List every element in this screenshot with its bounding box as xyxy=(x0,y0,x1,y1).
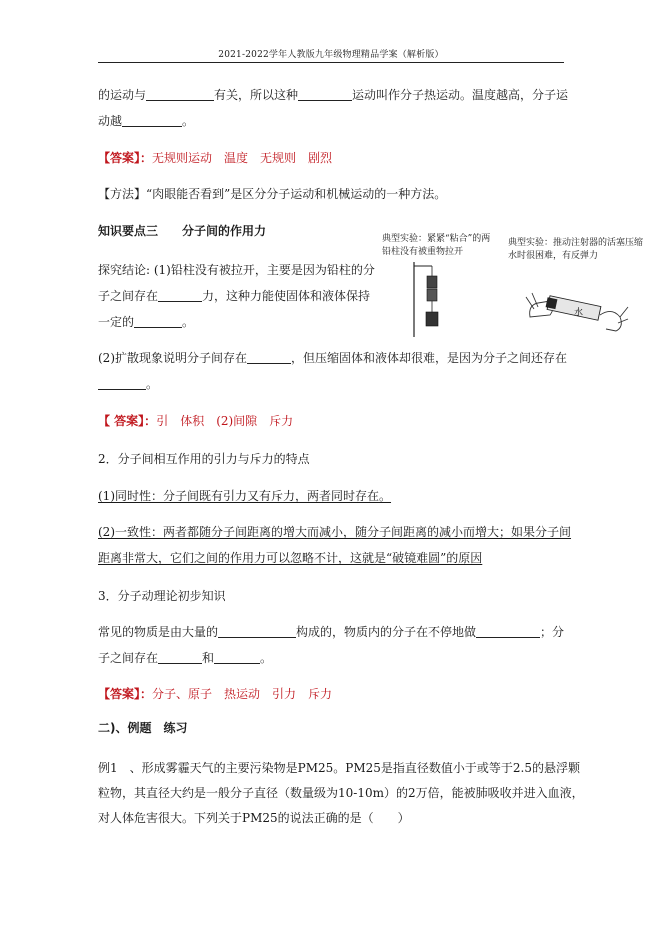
example-1-line-3: 对人体危害很大。下列关于PM25的说法正确的是（ ） xyxy=(98,811,410,825)
answer-1: 【答案】：无规则运动 温度 无规则 剧烈 xyxy=(98,151,333,165)
conclusion-line-1: 探究结论: (1)铅柱没有被拉开，主要是因为铅柱的分 xyxy=(98,263,375,277)
text-line-thermal-motion: 的运动与 有关，所以这种 运动叫作分子热运动。温度越高，分子运 xyxy=(98,88,569,102)
blank-field[interactable] xyxy=(122,114,182,127)
item-2-title: 2．分子间相互作用的引力与斥力的特点 xyxy=(98,452,310,466)
consistency-line-1: (2)一致性：两者都随分子间距离的增大而减小，随分子间距离的减小而增大；如果分子间 xyxy=(98,525,572,539)
answer-2: 【 答案】：引 体积 (2)间隙 斥力 xyxy=(98,414,294,428)
diffusion-line-1: (2)扩散现象说明分子间存在 ，但压缩固体和液体却很难，是因为分子之间还存在 xyxy=(98,351,568,365)
syringe-figure xyxy=(520,287,630,335)
consistency-line-2: 距离非常大，它们之间的作用力可以忽略不计，这就是“破镜难圆”的原因 xyxy=(98,551,483,565)
figure-caption-syringe: 典型实验：推动注射器的活塞压缩水时很困难，有反弹力 xyxy=(508,238,644,261)
blank-field[interactable] xyxy=(158,289,202,302)
header-divider xyxy=(98,62,564,63)
figure-caption-lead-cylinders: 典型实验：紧紧“粘合”的两铅柱没有被重物拉开 xyxy=(382,234,491,257)
syringe-water-label: 水 xyxy=(574,308,584,318)
blank-field[interactable] xyxy=(146,88,214,101)
answer-3: 【答案】：分子、原子 热运动 引力 斥力 xyxy=(98,687,333,701)
item-3-title: 3．分子动理论初步知识 xyxy=(98,589,226,603)
blank-field[interactable] xyxy=(214,651,260,664)
blank-field[interactable] xyxy=(476,625,540,638)
blank-field[interactable] xyxy=(298,88,352,101)
method-note: 【方法】“肉眼能否看到”是区分分子运动和机械运动的一种方法。 xyxy=(98,187,447,201)
blank-field[interactable] xyxy=(247,351,291,364)
blank-field[interactable] xyxy=(218,625,296,638)
conclusion-line-2: 子之间存在 力，这种力能使固体和液体保持 xyxy=(98,289,371,303)
simultaneity-note: (1)同时性：分子间既有引力又有斥力，两者同时存在。 xyxy=(98,489,392,503)
example-1-line-2: 粒物，其直径大约是一般分子直径（数量级为10-10m）的2万倍，能被肺吸收并进入血液， xyxy=(98,786,584,800)
section-title-examples: 二)、例题 练习 xyxy=(98,721,188,735)
conclusion-line-3: 一定的 。 xyxy=(98,315,195,329)
lead-cylinder-figure xyxy=(410,262,450,337)
page-header: 2021-2022学年人教版九年级物理精品学案（解析版） xyxy=(218,50,444,60)
kinetic-line-2: 子之间存在 和 。 xyxy=(98,651,273,665)
text-line-faster: 动越 。 xyxy=(98,114,195,128)
blank-field[interactable] xyxy=(134,315,182,328)
kinetic-line-1: 常见的物质是由大量的 构成的，物质内的分子在不停地做 ；分 xyxy=(98,625,565,639)
diffusion-line-2: 。 xyxy=(98,376,158,392)
example-1-line-1: 例1 、形成雾霾天气的主要污染物是PM25。PM25是指直径数值小于或等于2.5的悬浮颗 xyxy=(98,761,580,775)
section-title-intermolecular-force: 知识要点三 分子间的作用力 xyxy=(98,224,267,238)
blank-field[interactable] xyxy=(98,377,146,390)
blank-field[interactable] xyxy=(158,651,202,664)
